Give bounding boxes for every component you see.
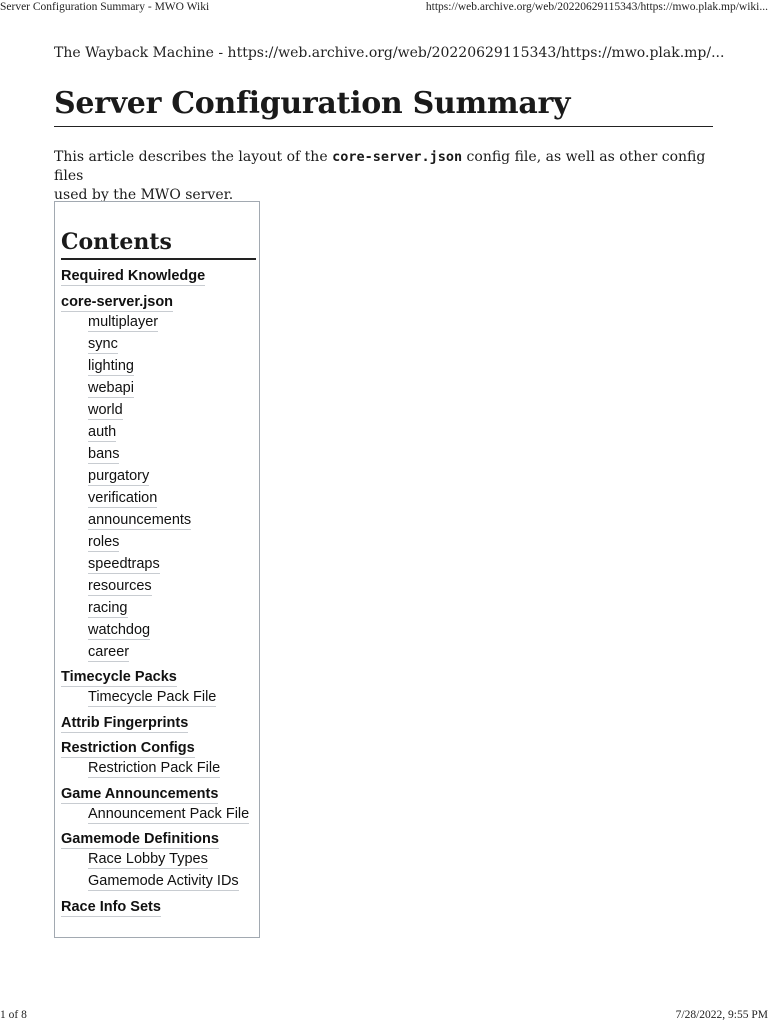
toc-link[interactable]: Gamemode Activity IDs: [88, 873, 239, 889]
toc-link[interactable]: Attrib Fingerprints: [61, 714, 189, 731]
toc-link[interactable]: Timecycle Pack File: [88, 689, 217, 705]
print-date: 7/28/2022, 9:55 PM: [675, 1009, 768, 1021]
toc-link[interactable]: Timecycle Packs: [61, 669, 177, 685]
toc-link[interactable]: roles: [88, 533, 120, 550]
toc-link[interactable]: speedtraps: [88, 555, 160, 572]
toc-link[interactable]: Game Announcements: [61, 785, 219, 802]
table-of-contents: [54, 201, 260, 938]
toc-link[interactable]: Race Info Sets: [61, 898, 161, 915]
toc-link[interactable]: Announcement Pack File: [88, 805, 250, 822]
toc-link[interactable]: Restriction Configs: [61, 740, 195, 756]
intro-text-start: This article describes the layout of the: [54, 149, 333, 165]
toc-link[interactable]: watchdog: [88, 621, 151, 638]
page-title: Server Configuration Summary: [54, 82, 713, 127]
toc-link[interactable]: Restriction Pack File: [88, 760, 221, 776]
toc-link[interactable]: announcements: [88, 511, 192, 528]
toc-link[interactable]: bans: [88, 445, 120, 462]
toc-link[interactable]: Gamemode Definitions: [61, 831, 219, 847]
toc-link[interactable]: world: [88, 401, 123, 418]
wayback-machine-line: The Wayback Machine - https://web.archive.org/web/20220629115343/https://mwo.plak.mp/...: [54, 45, 725, 61]
print-header-title: Server Configuration Summary - MWO Wiki: [0, 1, 210, 13]
intro-text-mid: config file, as well as other config files: [54, 149, 706, 184]
intro-text-end: used by the MWO server.: [54, 187, 234, 203]
page-counter: 1 of 8: [0, 1009, 27, 1021]
toc-link[interactable]: purgatory: [88, 467, 150, 484]
toc-link[interactable]: multiplayer: [88, 313, 159, 330]
toc-link[interactable]: sync: [88, 335, 118, 352]
toc-link[interactable]: racing: [88, 599, 128, 616]
toc-link[interactable]: core-server.json: [61, 293, 174, 310]
intro-paragraph: [54, 148, 714, 205]
toc-link[interactable]: career: [88, 643, 130, 660]
print-header-url: https://web.archive.org/web/20220629115343/https://mwo.plak.mp/wiki...: [425, 1, 768, 13]
toc-link[interactable]: verification: [88, 489, 158, 506]
toc-link[interactable]: lighting: [88, 357, 134, 374]
config-filename: core-server.json: [332, 149, 463, 165]
toc-link[interactable]: Required Knowledge: [61, 268, 206, 284]
toc-link[interactable]: webapi: [88, 379, 134, 396]
toc-link[interactable]: auth: [88, 423, 117, 440]
toc-link[interactable]: resources: [88, 577, 152, 594]
toc-title: Contents: [61, 228, 256, 260]
toc-link[interactable]: Race Lobby Types: [88, 851, 208, 867]
